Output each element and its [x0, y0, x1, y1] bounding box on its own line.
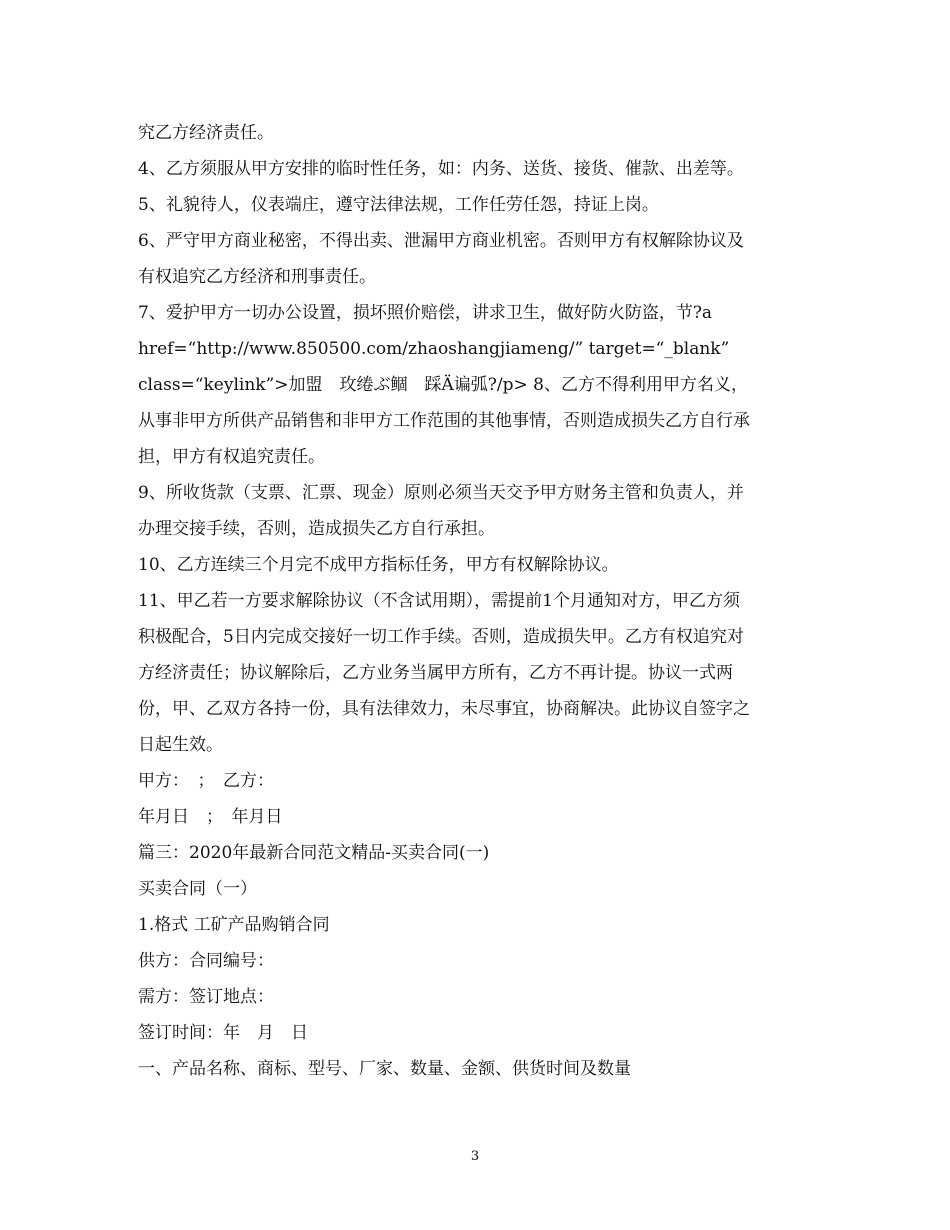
text-line: 有权追究乙方经济和刑事责任。	[138, 267, 376, 287]
text-line: 7、爱护甲方一切办公设置，损坏照价赔偿，讲求卫生，做好防火防盗，节?a	[138, 303, 713, 323]
text-line: class=“keylink”>加盟 玫绻ぶ鲴 踩Ä谝弧?/p> 8、乙方不得利用甲方名义，	[138, 375, 748, 395]
document-body	[138, 115, 818, 1087]
text-line: 份，甲、乙双方各持一份，具有法律效力，未尽事宜，协商解决。此协议自签字之	[138, 699, 750, 719]
text-line: 11、甲乙若一方要求解除协议（不含试用期），需提前1个月通知对方，甲乙方须	[138, 591, 740, 611]
text-line: 年月日 ； 年月日	[138, 807, 283, 827]
text-line: 究乙方经济责任。	[138, 123, 274, 143]
text-line: 日起生效。	[138, 735, 223, 755]
text-line: 担，甲方有权追究责任。	[138, 447, 325, 467]
text-line: 需方：签订地点：	[138, 987, 274, 1007]
text-line: 方经济责任；协议解除后，乙方业务当属甲方所有，乙方不再计提。协议一式两	[138, 663, 733, 683]
contract-title: 买卖合同（一）	[138, 879, 257, 899]
text-line: 签订时间：年 月 日	[138, 1023, 308, 1043]
text-line: 4、乙方须服从甲方安排的临时性任务，如：内务、送货、接货、催款、出差等。	[138, 159, 744, 179]
text-line: 10、乙方连续三个月完不成甲方指标任务，甲方有权解除协议。	[138, 555, 619, 575]
text-line: 9、所收货款（支票、汇票、现金）原则必须当天交予甲方财务主管和负责人，并	[138, 483, 744, 503]
text-line: href=“http://www.850500.com/zhaoshangjiameng/” target=“_blank”	[138, 339, 730, 359]
text-line: 5、礼貌待人，仪表端庄，遵守法律法规，工作任劳任怨，持证上岗。	[138, 195, 659, 215]
text-line: 一、产品名称、商标、型号、厂家、数量、金额、供货时间及数量	[138, 1059, 631, 1079]
text-line: 从事非甲方所供产品销售和非甲方工作范围的其他事情，否则造成损失乙方自行承	[138, 411, 750, 431]
section-heading: 篇三：2020年最新合同范文精品-买卖合同(一)	[138, 843, 490, 863]
text-line: 供方：合同编号：	[138, 951, 274, 971]
text-line: 办理交接手续，否则，造成损失乙方自行承担。	[138, 519, 495, 539]
text-line: 6、严守甲方商业秘密，不得出卖、泄漏甲方商业机密。否则甲方有权解除协议及	[138, 231, 744, 251]
text-line: 甲方： ； 乙方：	[138, 771, 274, 791]
text-line: 积极配合，5日内完成交接好一切工作手续。否则，造成损失甲。乙方有权追究对	[138, 627, 744, 647]
text-line: 1.格式 工矿产品购销合同	[138, 915, 330, 935]
page-number: 3	[470, 1149, 480, 1164]
